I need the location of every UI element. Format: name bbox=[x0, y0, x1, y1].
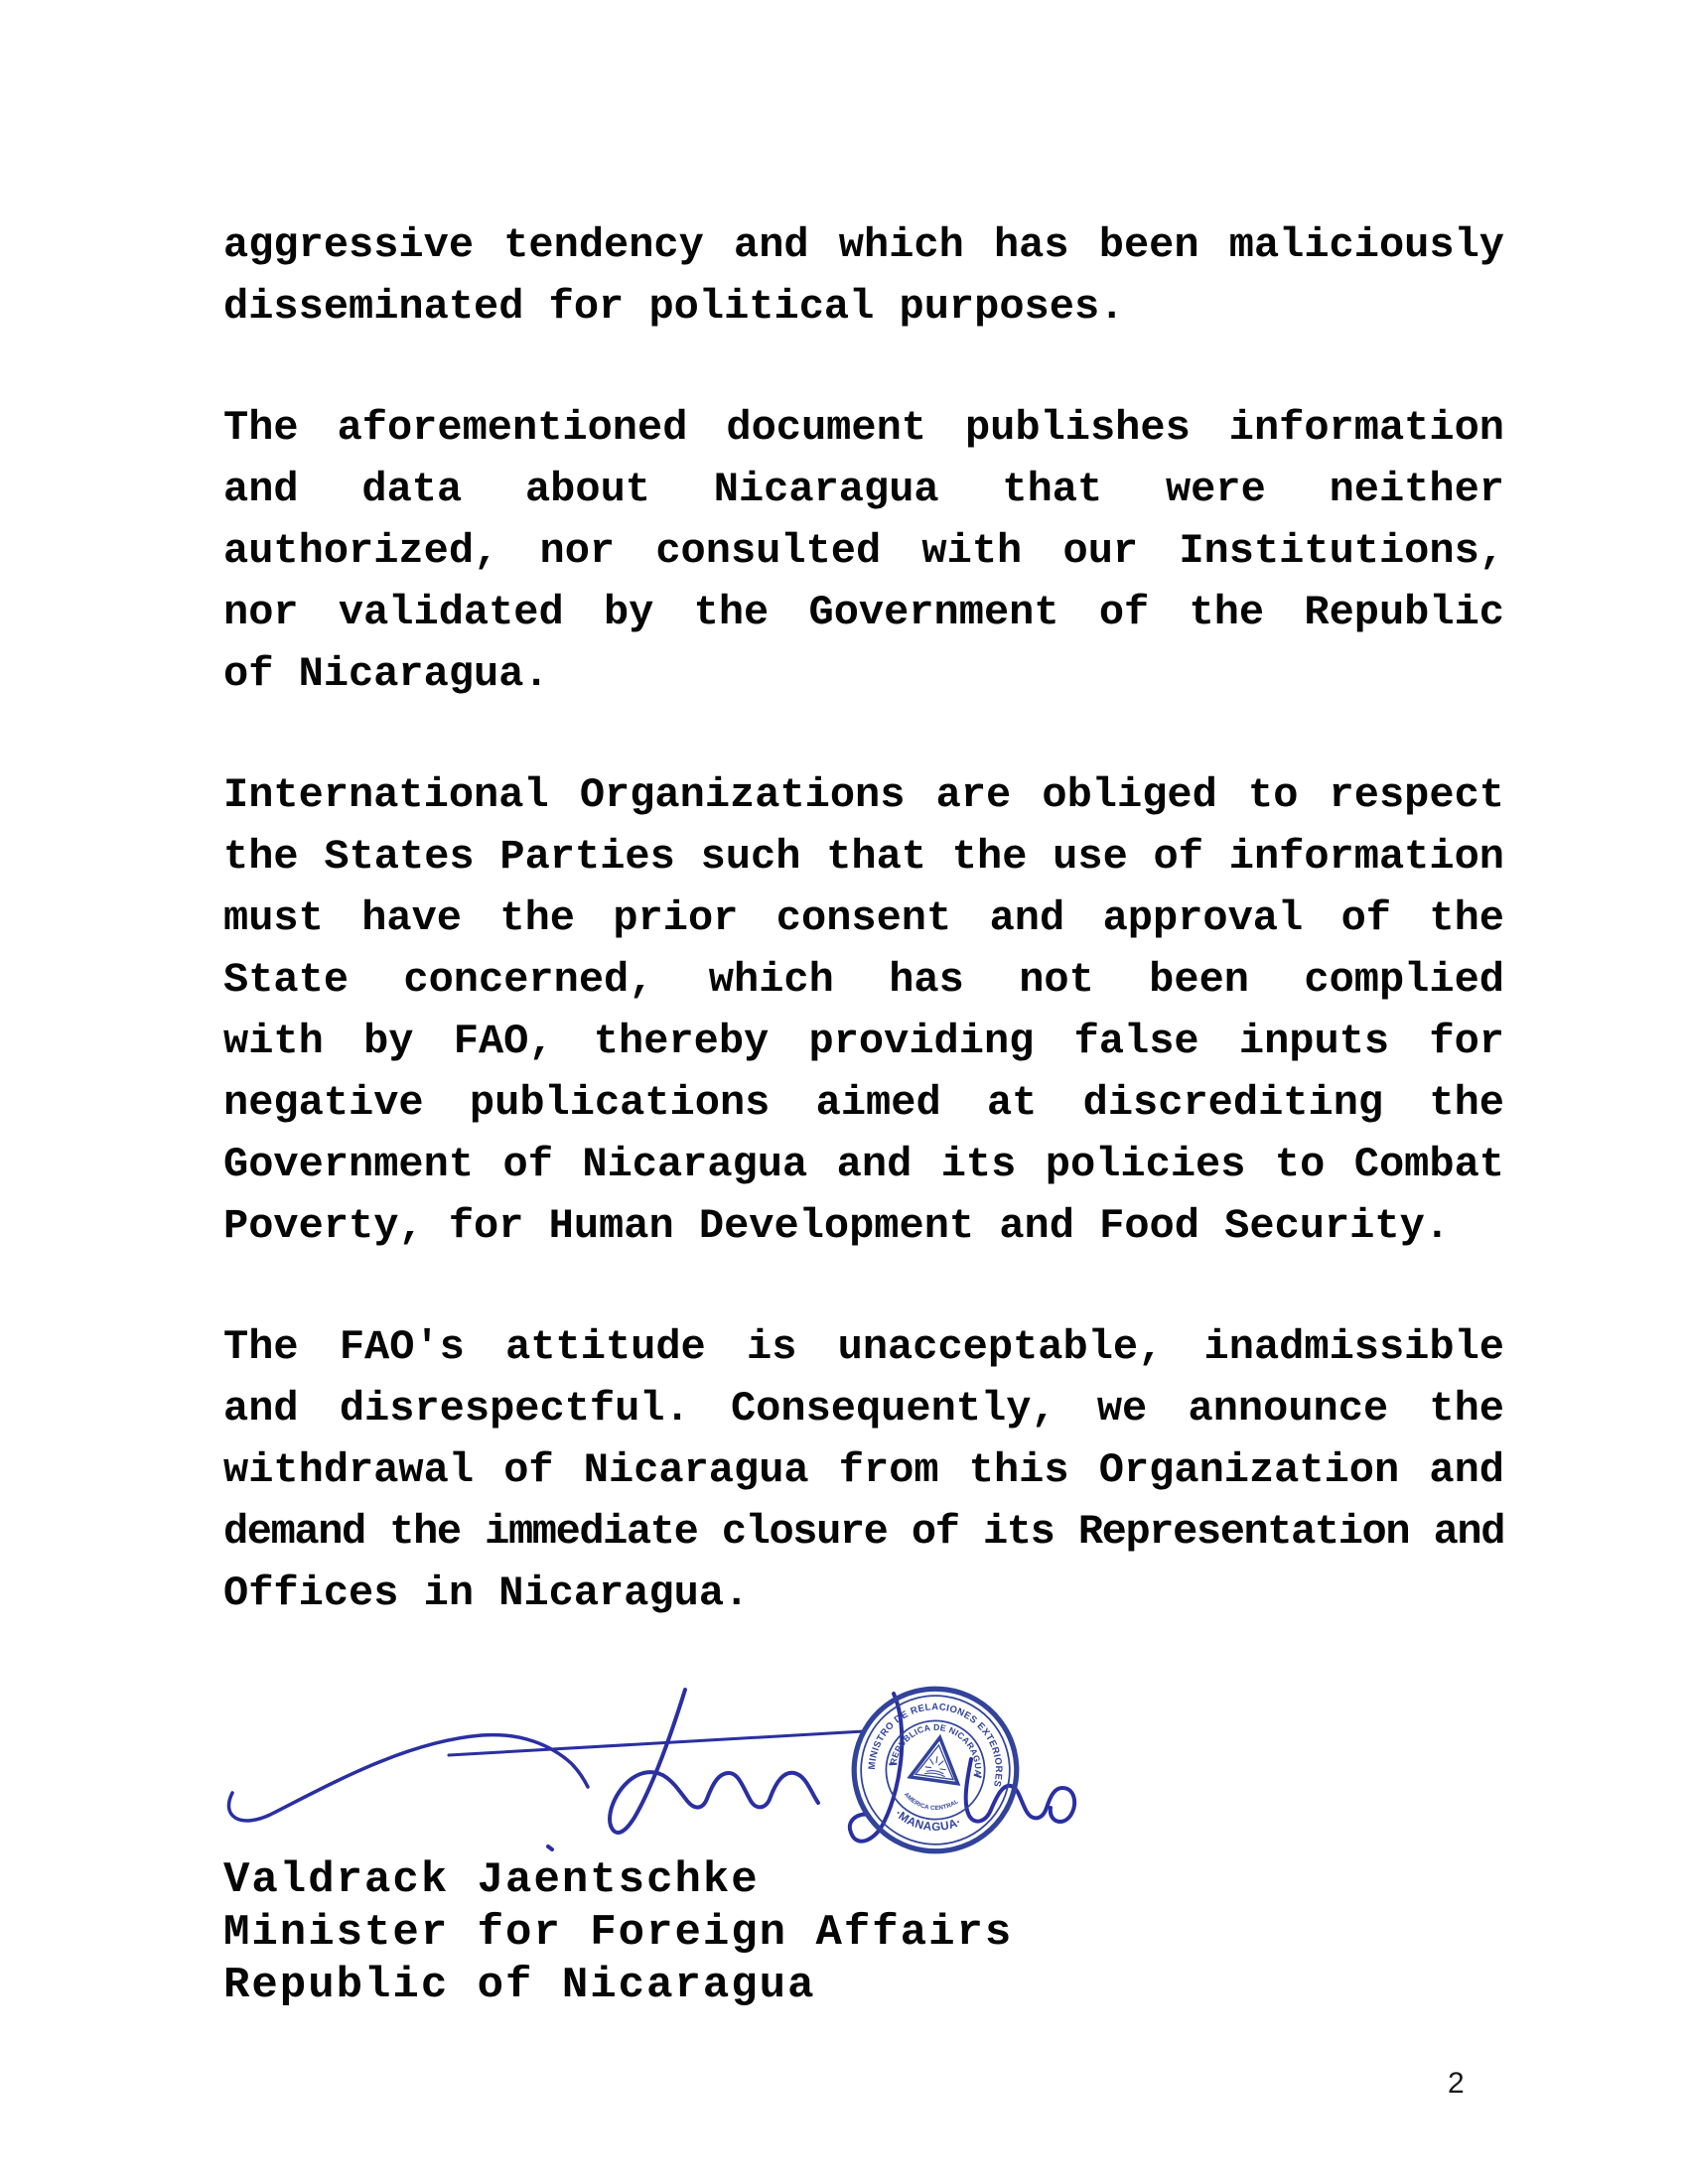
body-line: demand the immediate closure of its Representation and bbox=[223, 1508, 1504, 1556]
body-line: International Organizations are obliged to respect bbox=[223, 771, 1504, 819]
body-line: the States Parties such that the use of information bbox=[223, 833, 1504, 881]
body-line: The aforementioned document publishes information bbox=[223, 404, 1504, 452]
body-line: aggressive tendency and which has been maliciously bbox=[223, 221, 1504, 269]
seal-inner-top-text: REPUBLICA DE NICARAGUA bbox=[888, 1721, 984, 1777]
signer-name: Valdrack Jaentschke bbox=[223, 1855, 760, 1905]
ministry-seal bbox=[849, 1684, 1022, 1856]
page-number: 2 bbox=[1448, 2067, 1465, 2100]
signature-area bbox=[223, 1672, 1504, 1850]
signer-title: Minister for Foreign Affairs bbox=[223, 1908, 1014, 1958]
seal-ring-bottom-text: ·MANAGUA· bbox=[892, 1807, 964, 1835]
body-line: Poverty, for Human Development and Food Security. bbox=[223, 1202, 1451, 1250]
paragraph bbox=[223, 764, 1504, 1257]
body-line: of Nicaragua. bbox=[223, 650, 549, 698]
body-line: State concerned, which has not been complied bbox=[223, 956, 1504, 1004]
seal-inner-bottom-text: AMERICA CENTRAL bbox=[902, 1791, 960, 1813]
body-line: and data about Nicaragua that were neither bbox=[223, 466, 1504, 513]
paragraph bbox=[223, 397, 1504, 705]
body-line: negative publications aimed at discrediting the bbox=[223, 1079, 1504, 1127]
body-line: with by FAO, thereby providing false inputs for bbox=[223, 1018, 1504, 1065]
signer-country: Republic of Nicaragua bbox=[223, 1961, 816, 2010]
body-line: and disrespectful. Consequently, we announce the bbox=[223, 1385, 1504, 1433]
body-line: withdrawal of Nicaragua from this Organization and bbox=[223, 1446, 1504, 1494]
body-line: The FAO's attitude is unacceptable, inadmissible bbox=[223, 1323, 1504, 1371]
seal-ring-top-text: MINISTRO DE RELACIONES EXTERIORES bbox=[866, 1702, 1004, 1789]
body-line: Offices in Nicaragua. bbox=[223, 1570, 750, 1617]
letter-body bbox=[223, 214, 1504, 2012]
body-line: authorized, nor consulted with our Institutions, bbox=[223, 527, 1504, 575]
body-line: must have the prior consent and approval of the bbox=[223, 894, 1504, 942]
body-line: disseminated for political purposes. bbox=[223, 283, 1125, 331]
body-line: nor validated by the Government of the Republic bbox=[223, 589, 1504, 636]
paragraph bbox=[223, 1316, 1504, 1624]
body-line: Government of Nicaragua and its policies to Combat bbox=[223, 1141, 1504, 1188]
paragraph bbox=[223, 214, 1504, 338]
